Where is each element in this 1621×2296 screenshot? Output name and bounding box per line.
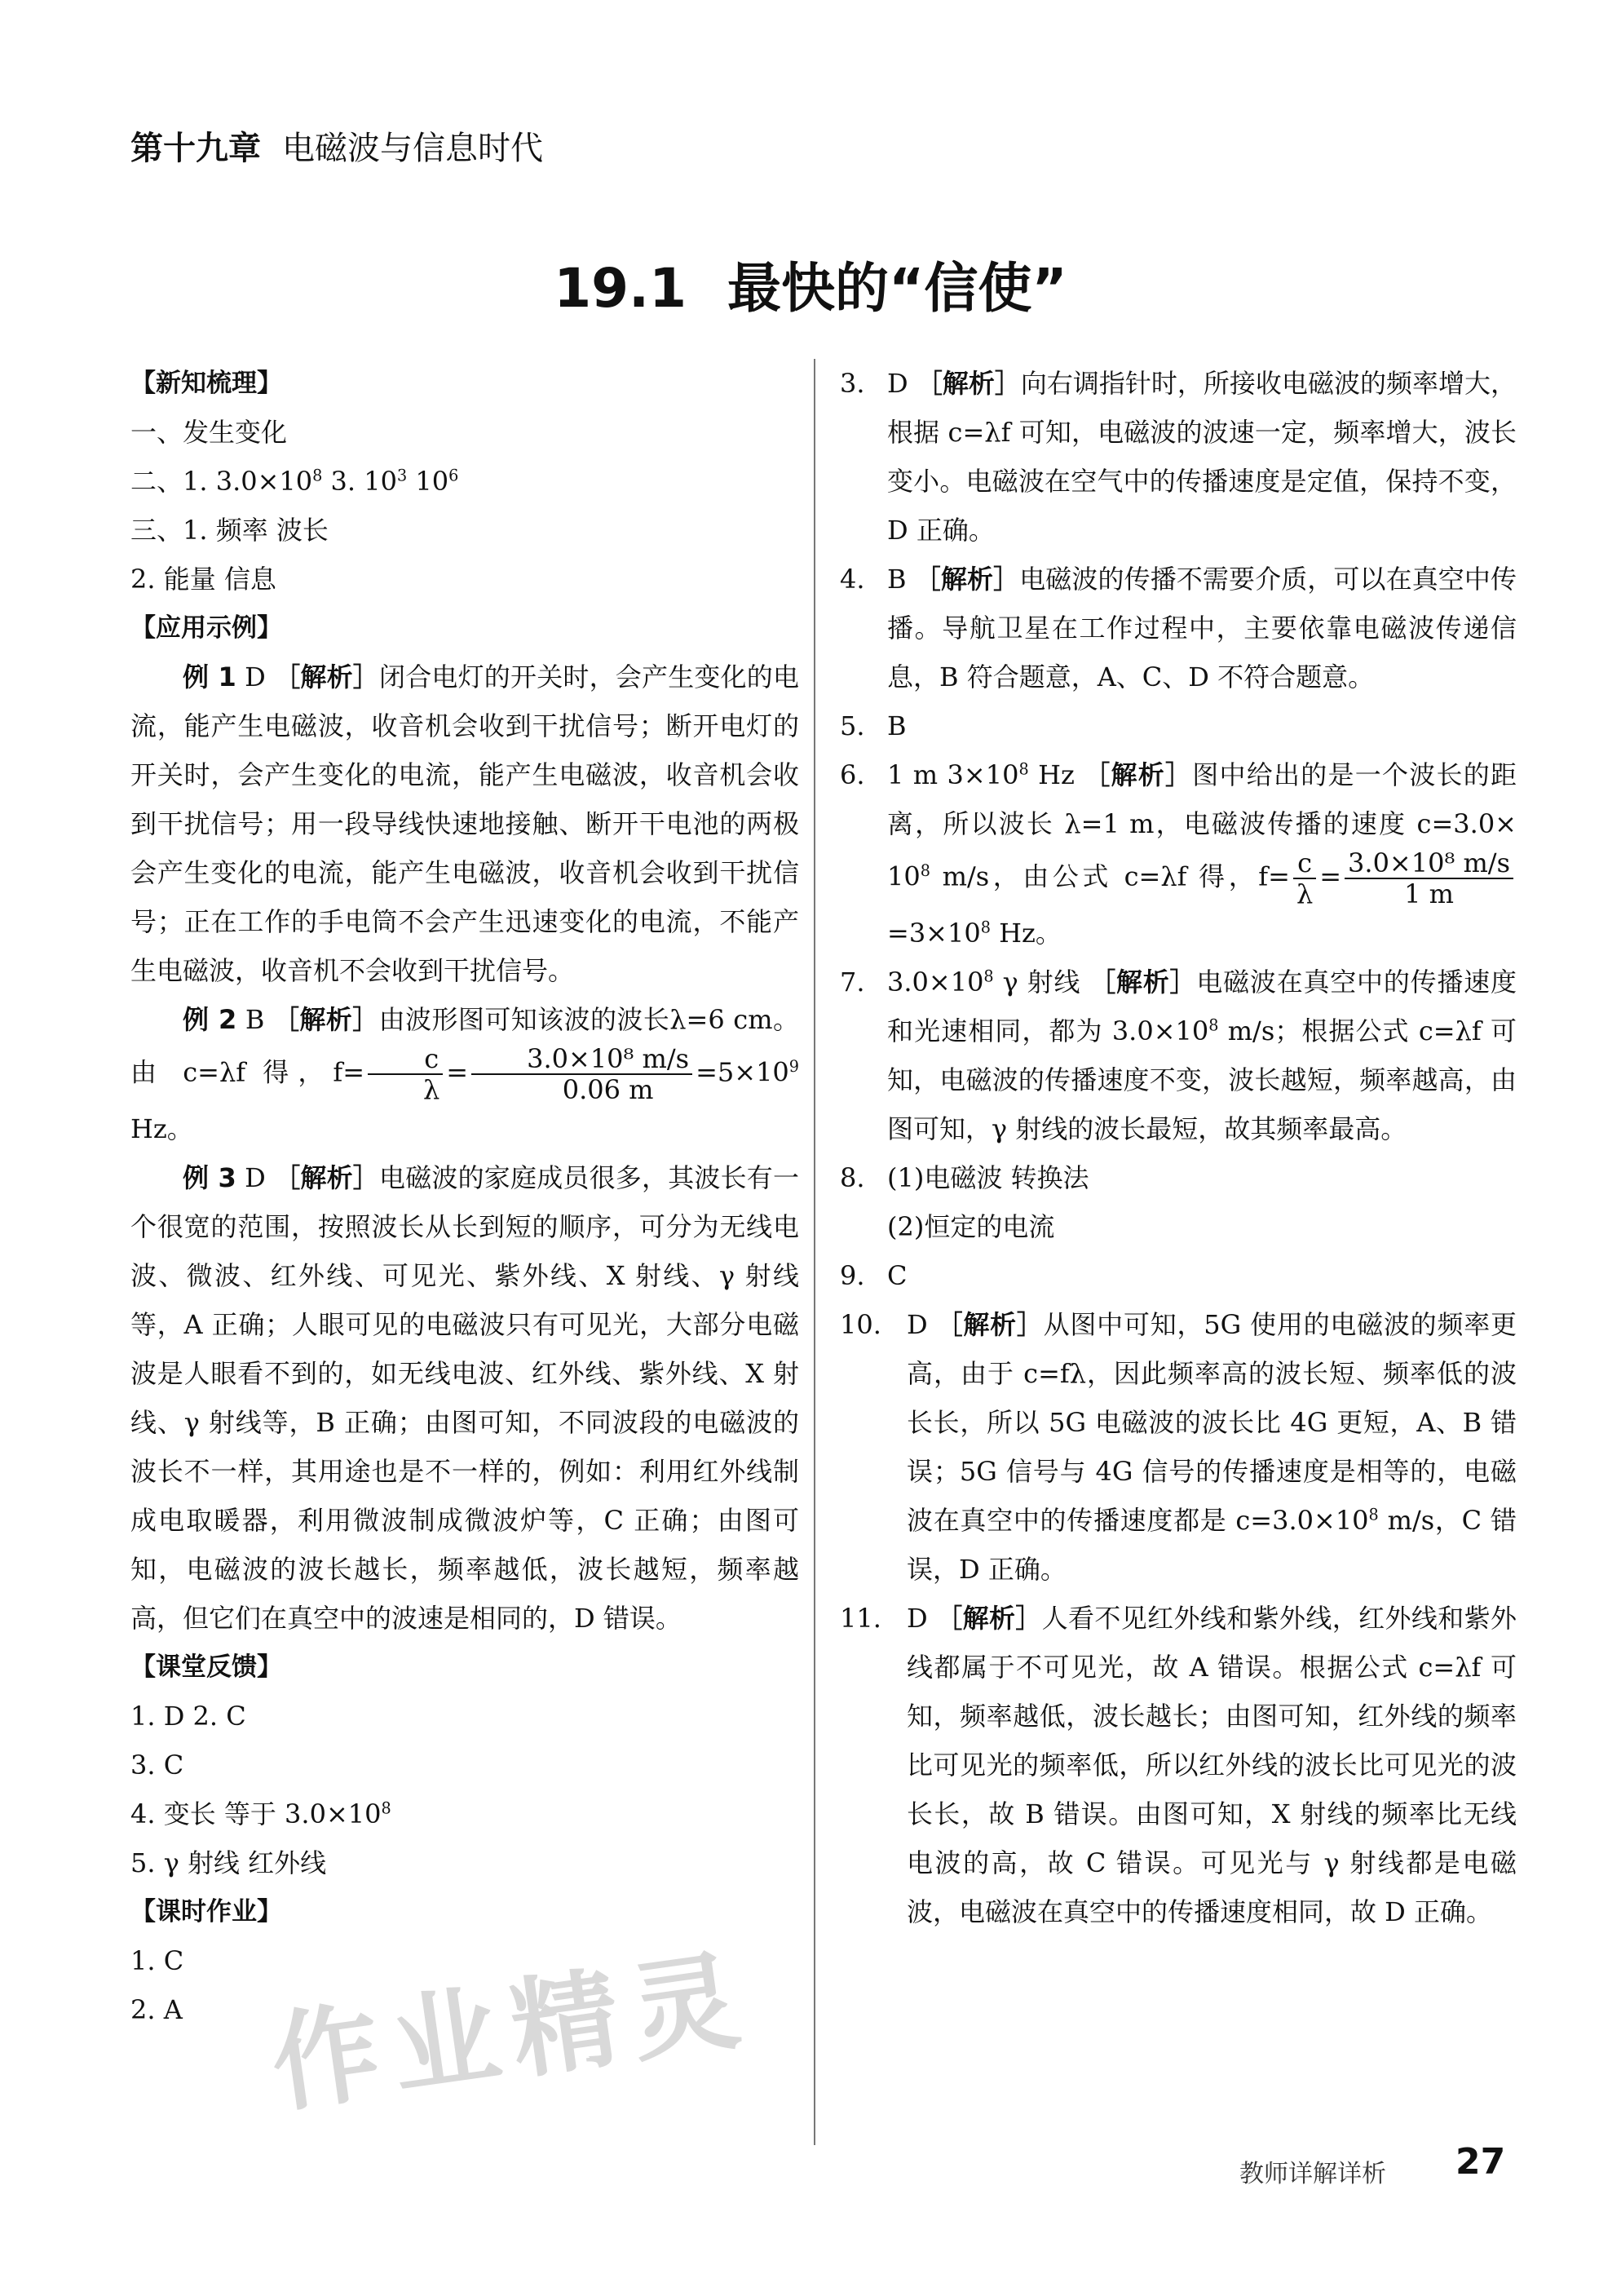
feedback-line-2: 3. C bbox=[130, 1750, 184, 1781]
knowledge-line-4: 2. 能量 信息 bbox=[130, 564, 276, 595]
section-name: 最快的“信使” bbox=[727, 257, 1067, 320]
knowledge-line-3: 三、1. 频率 波长 bbox=[130, 515, 329, 546]
left-column bbox=[130, 359, 799, 2034]
column-divider bbox=[814, 359, 815, 2145]
page-number: 27 bbox=[1455, 2141, 1506, 2183]
feedback-line-3: 4. 变长 等于 $3.0\times 10^8$ bbox=[130, 1798, 391, 1829]
fraction-c-over-lambda-q6: $\frac{c}{\lambda}$ bbox=[1293, 848, 1316, 909]
fraction-c-over-lambda: $\frac{c}{\lambda}$ bbox=[368, 1044, 443, 1104]
footer-label: 教师详解详析 bbox=[1239, 2160, 1386, 2188]
answer-10: 10. D ［解析］从图中可知，5G 使用的电磁波的频率更高，由于 c=fλ，因此频率高的波长短、频率低的波长长，所以 5G 电磁波的波长比 4G 更短，A、B 错误；5G 信号与 4G 信号的传播速度是相等的，电磁波在真空中的传播速度都是 $c=3.0\times 10^8$ m/s，C 错误，D 正确。 bbox=[840, 1309, 1517, 1585]
chapter-label: 第十九章 bbox=[130, 130, 261, 167]
answer-9: 9. C bbox=[840, 1260, 908, 1291]
example-2: 例 2 B ［解析］由波形图可知该波的波长λ=6 cm。由 c=λf 得，f= $\frac{c}{\lambda}$ = $\frac{\text{3.0×10⁸ m/s}}{0.06 m}$ $=5\times 10^9$ Hz。 bbox=[130, 1004, 799, 1144]
example-1: 例 1 D ［解析］闭合电灯的开关时，会产生变化的电流，能产生电磁波，收音机会收到干扰信号；断开电灯的开关时，会产生变化的电流，能产生电磁波，收音机会收到干扰信号；用一段导线快速地接触、断开干电池的两极会产生变化的电流，能产生电磁波，收音机会收到干扰信号；正在工作的手电筒不会产生迅速变化的电流，不能产生电磁波，收音机不会收到干扰信号。 bbox=[130, 661, 799, 986]
fraction-speed-over-wavelength: $\frac{\text{3.0×10⁸ m/s}}{0.06 m}$ bbox=[471, 1044, 692, 1104]
right-column bbox=[840, 359, 1517, 1936]
chapter-header bbox=[130, 122, 543, 169]
feedback-line-4: 5. γ 射线 红外线 bbox=[130, 1847, 327, 1878]
answer-5: 5. B bbox=[840, 710, 907, 741]
fraction-speed-over-1m: $\frac{\text{3.0×10⁸ m/s}}{1 m}$ bbox=[1345, 848, 1513, 909]
homework-line-2: 2. A bbox=[130, 1994, 183, 2025]
knowledge-line-2: 二、1. $3.0\times 10^8$ 3. $10^3$ $10^6$ bbox=[130, 466, 459, 497]
feedback-line-1: 1. D 2. C bbox=[130, 1701, 246, 1732]
heading-class-feedback: 【课堂反馈】 bbox=[130, 1652, 282, 1682]
watermark: 作业精灵 bbox=[263, 1936, 760, 2129]
homework-line-1: 1. C bbox=[130, 1945, 184, 1976]
answer-3: 3. D ［解析］向右调指针时，所接收电磁波的频率增大，根据 c=λf 可知，电磁波的波速一定，频率增大，波长变小。电磁波在空气中的传播速度是定值，保持不变，D 正确。 bbox=[840, 368, 1517, 546]
answer-11: 11. D ［解析］人看不见红外线和紫外线，红外线和紫外线都属于不可见光，故 A 错误。根据公式 c=λf 可知，频率越低，波长越长；由图可知，红外线的频率比可见光的频率低，所以红外线的波长比可见光的波长长，故 B 错误。由图可知，X 射线的频率比无线电波的高，故 C 错误。可见光与 γ 射线都是电磁波，电磁波在真空中的传播速度相同，故 D 正确。 bbox=[840, 1603, 1517, 1927]
example-3: 例 3 D ［解析］电磁波的家庭成员很多，其波长有一个很宽的范围，按照波长从长到短的顺序，可分为无线电波、微波、红外线、可见光、紫外线、X 射线、γ 射线等，A 正确；人眼可见的电磁波只有可见光，大部分电磁波是人眼看不到的，如无线电波、红外线、紫外线、X 射线、γ 射线等，B 正确；由图可知，不同波段的电磁波的波长不一样，其用途也是不一样的，例如：利用红外线制成电取暖器，利用微波制成微波炉等，C 正确；由图可知，电磁波的波长越长，频率越低，波长越短，频率越高，但它们在真空中的波速是相同的，D 错误。 bbox=[130, 1162, 799, 1634]
knowledge-line-1: 一、发生变化 bbox=[130, 417, 288, 448]
section-number: 19.1 bbox=[554, 257, 687, 320]
chapter-title: 电磁波与信息时代 bbox=[282, 130, 543, 167]
answer-6: 6. 1 m $3\times 10^8$ Hz ［解析］图中给出的是一个波长的距离，所以波长 λ=1 m，电磁波传播的速度 $c=3.0\times 10^8$ m/s，由公式 c=λf 得，f= $\frac{c}{\lambda}$ = $\frac{\text{3.0×10⁸ m/s}}{1 m}$ $=3\times 10^8$ Hz。 bbox=[840, 759, 1517, 949]
section-title bbox=[0, 245, 1621, 322]
heading-examples: 【应用示例】 bbox=[130, 613, 282, 643]
answer-8: 8. (1)电磁波 转换法 (2)恒定的电流 bbox=[840, 1162, 1089, 1242]
heading-homework: 【课时作业】 bbox=[130, 1897, 282, 1927]
heading-new-knowledge: 【新知梳理】 bbox=[130, 369, 282, 398]
answer-4: 4. B ［解析］电磁波的传播不需要介质，可以在真空中传播。导航卫星在工作过程中，主要依靠电磁波传递信息，B 符合题意，A、C、D 不符合题意。 bbox=[840, 564, 1517, 692]
answer-7: 7. $3.0\times 10^8$ γ 射线 ［解析］电磁波在真空中的传播速度和光速相同，都为 $3.0\times 10^8$ m/s；根据公式 c=λf 可知，电磁波的传播速度不变，波长越短，频率越高，由图可知，γ 射线的波长最短，故其频率最高。 bbox=[840, 967, 1517, 1144]
